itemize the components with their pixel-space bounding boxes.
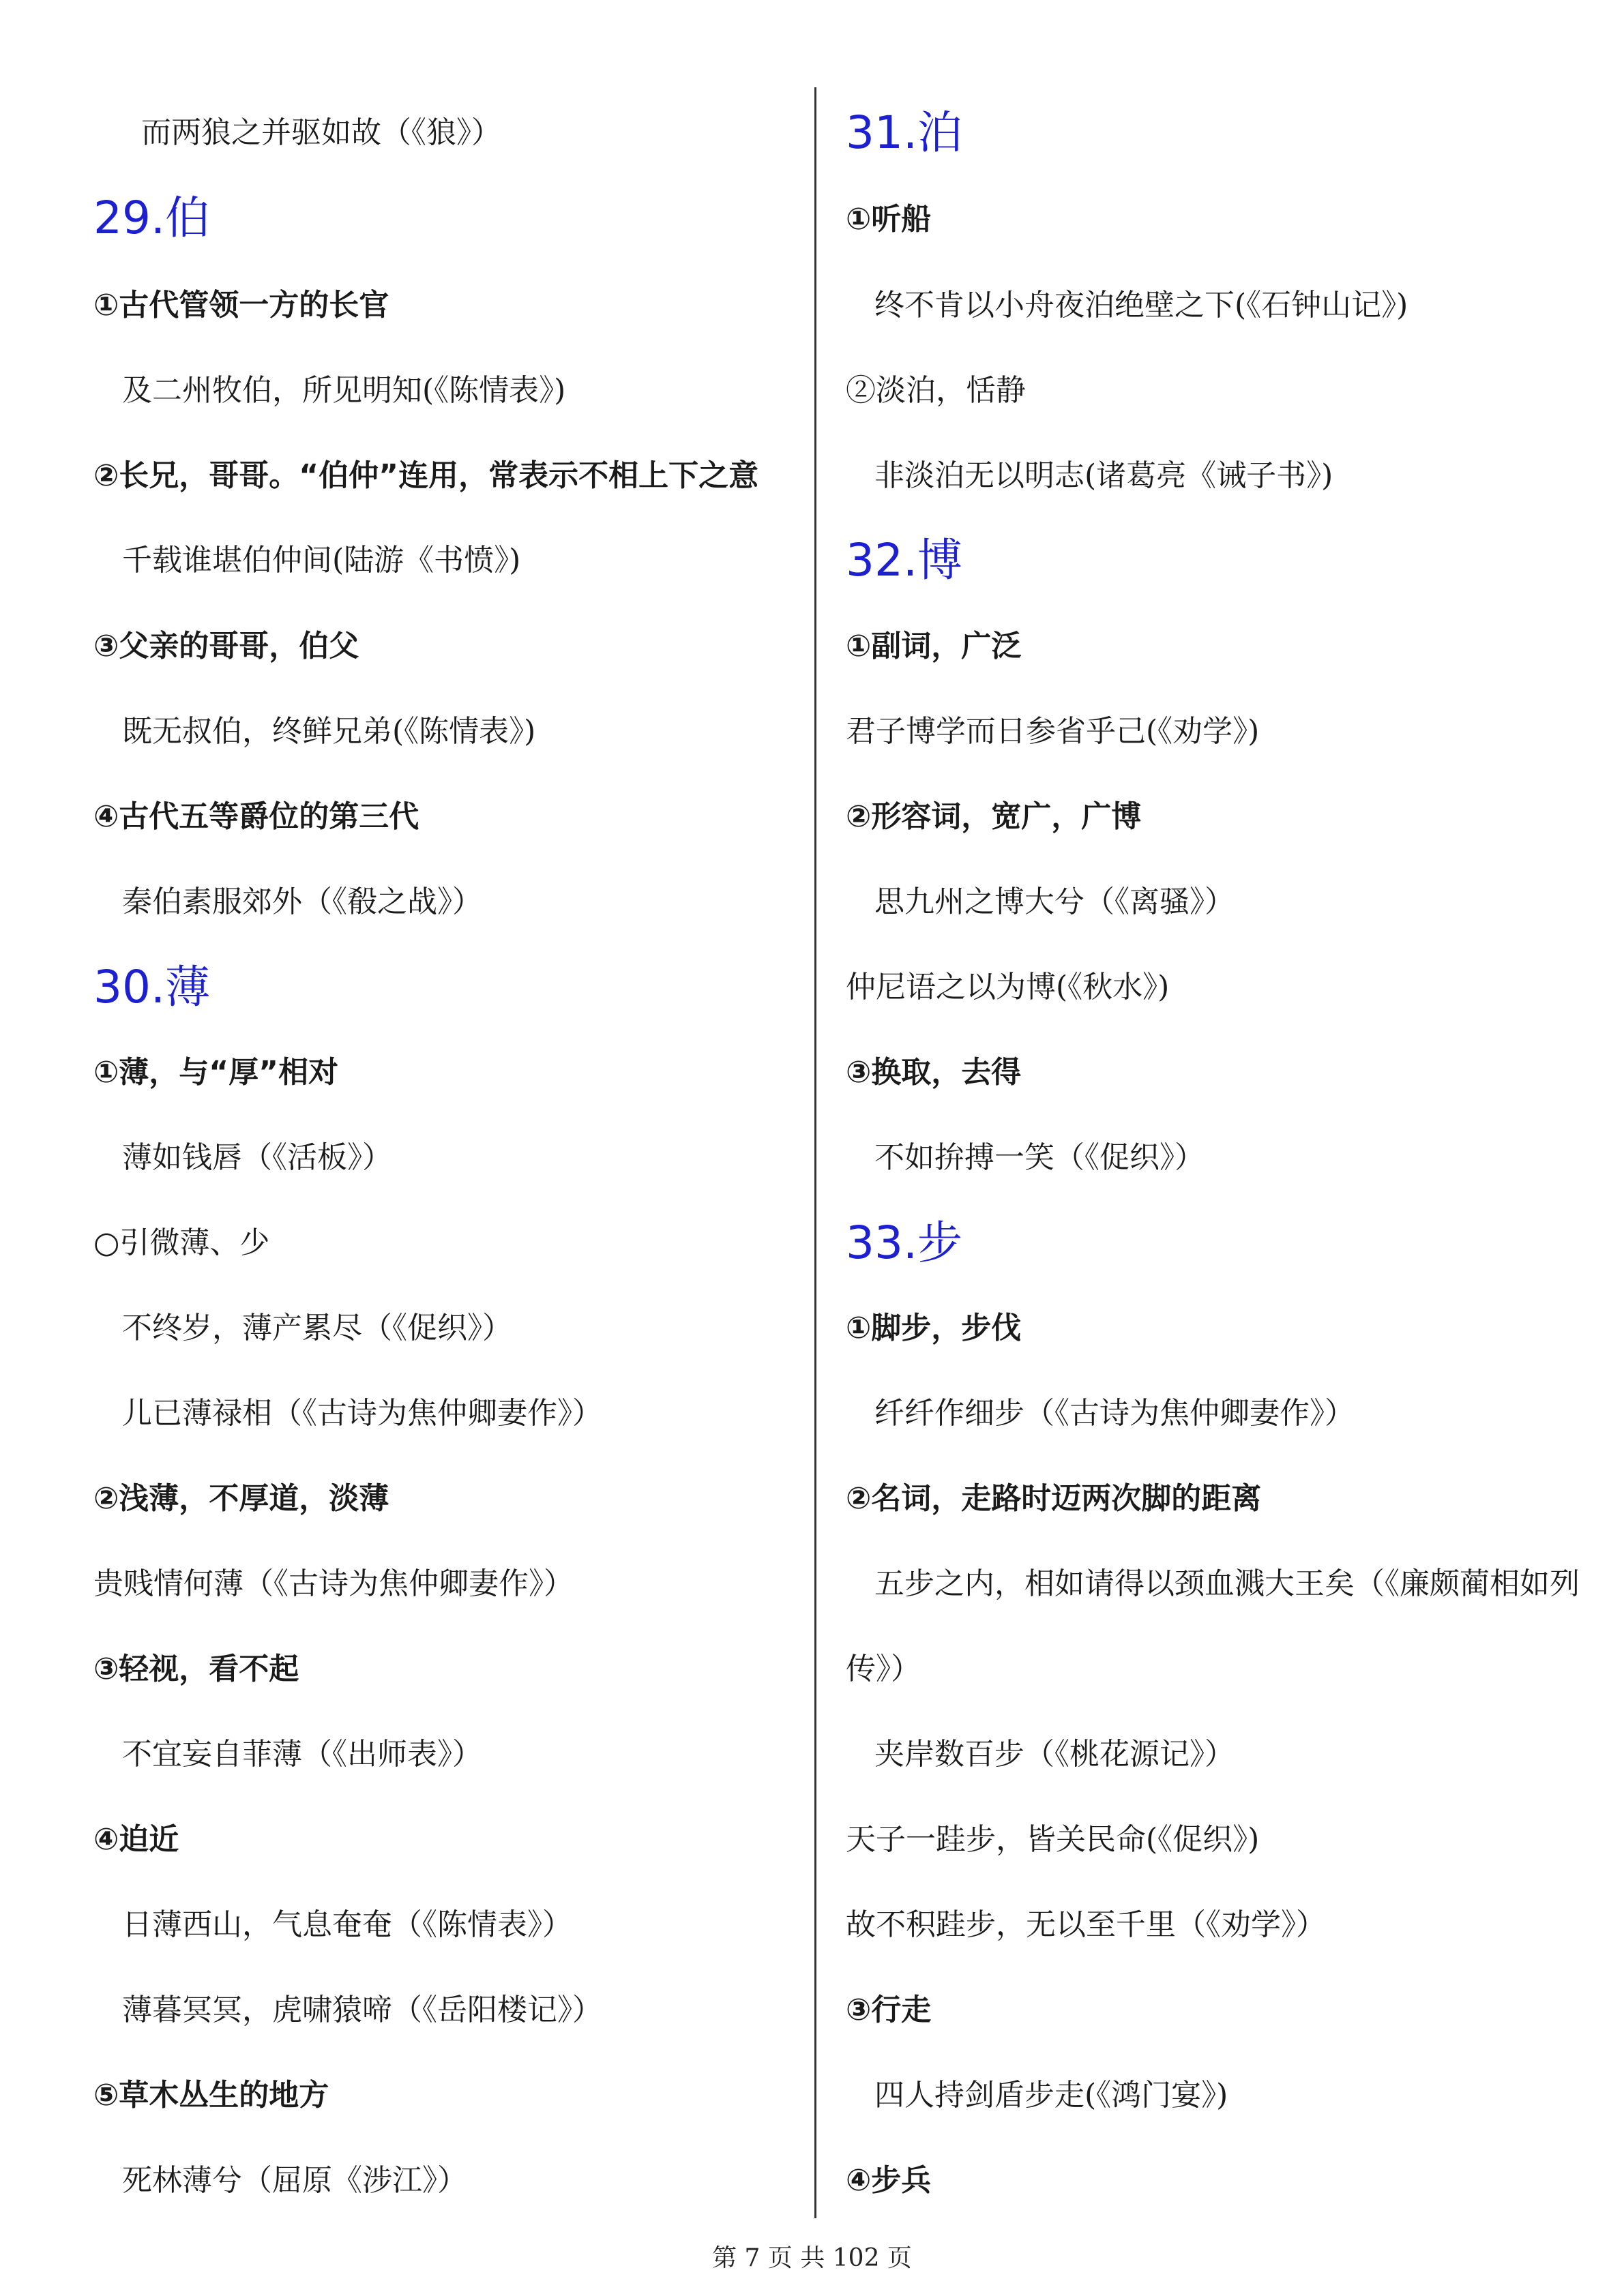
example-sentence: 思九州之博大兮（《离骚》） [874, 884, 1235, 919]
example-sentence: 夹岸数百步（《桃花源记》） [874, 1737, 1235, 1772]
example-sentence: 不宜妄自菲薄（《出师表》） [122, 1737, 482, 1772]
text-line: ○引微薄、少 [93, 1225, 270, 1260]
entry-heading: 30.薄 [93, 961, 210, 1013]
example-sentence: 千载谁堪伯仲间(陆游《书愤》) [122, 543, 521, 578]
example-sentence: 纤纤作细步（《古诗为焦仲卿妻作》） [874, 1396, 1355, 1431]
sense-label: ②长兄，哥哥。“伯仲”连用，常表示不相上下之意 [93, 458, 759, 493]
example-sentence: 而两狼之并驱如故（《狼》） [141, 115, 501, 150]
sense-label: ④迫近 [93, 1822, 179, 1857]
sense-label: ③轻视，看不起 [93, 1652, 299, 1686]
example-sentence: 既无叔伯，终鲜兄弟(《陈情表》) [122, 714, 536, 749]
example-sentence: 五步之内，相如请得以颈血溅大王矣（《廉颇蔺相如列 [874, 1566, 1580, 1601]
example-sentence: 秦伯素服郊外（《殽之战》） [122, 884, 482, 919]
sense-label: ④古代五等爵位的第三代 [93, 799, 419, 834]
sense-label: ①副词，广泛 [846, 629, 1022, 664]
sense-label: ①古代管领一方的长官 [93, 288, 389, 323]
sense-label: ③父亲的哥哥，伯父 [93, 629, 359, 664]
example-sentence: 终不肯以小舟夜泊绝壁之下(《石钟山记》) [874, 288, 1408, 323]
text-line: 贵贱情何薄（《古诗为焦仲卿妻作》） [93, 1566, 574, 1601]
text-line: 传》） [846, 1652, 921, 1686]
text-line: 天子一跬步，皆关民命(《促织》) [846, 1822, 1260, 1857]
sense-label: ②浅薄，不厚道，淡薄 [93, 1481, 389, 1516]
example-sentence: 及二州牧伯，所见明知(《陈情表》) [122, 373, 566, 408]
example-sentence: 不如拚搏一笑（《促织》） [874, 1140, 1205, 1175]
text-line: ②淡泊，恬静 [846, 373, 1026, 408]
entry-heading: 32.博 [846, 534, 962, 586]
example-sentence: 不终岁，薄产累尽（《促织》） [122, 1311, 512, 1345]
sense-label: ⑤草木丛生的地方 [93, 2078, 329, 2113]
sense-label: ③换取，去得 [846, 1055, 1022, 1090]
example-sentence: 儿已薄禄相（《古诗为焦仲卿妻作》） [122, 1396, 602, 1431]
sense-label: ①听船 [846, 202, 932, 237]
example-sentence: 日薄西山，气息奄奄（《陈情表》） [122, 1907, 572, 1942]
sense-label: ④步兵 [846, 2163, 932, 2198]
page-footer: 第 7 页 共 102 页 [712, 2244, 912, 2272]
text-line: 仲尼语之以为博(《秋水》) [846, 970, 1170, 1004]
sense-label: ①脚步，步伐 [846, 1311, 1022, 1345]
example-sentence: 薄如钱唇（《活板》） [122, 1140, 392, 1175]
sense-label: ③行走 [846, 1993, 932, 2027]
column-divider [814, 87, 816, 2218]
entry-heading: 31.泊 [846, 106, 962, 159]
sense-label: ②名词，走路时迈两次脚的距离 [846, 1481, 1262, 1516]
sense-label: ①薄，与“厚”相对 [93, 1055, 339, 1090]
example-sentence: 死林薄兮（屈原《涉江》） [122, 2163, 467, 2198]
example-sentence: 四人持剑盾步走(《鸿门宴》) [874, 2078, 1228, 2113]
example-sentence: 非淡泊无以明志(诸葛亮《诫子书》) [874, 458, 1333, 493]
entry-heading: 29.伯 [93, 192, 210, 244]
text-line: 故不积跬步，无以至千里（《劝学》） [846, 1907, 1326, 1942]
entry-heading: 33.步 [846, 1217, 962, 1269]
example-sentence: 薄暮冥冥，虎啸猿啼（《岳阳楼记》） [122, 1993, 602, 2027]
text-line: 君子博学而日参省乎己(《劝学》) [846, 714, 1260, 749]
sense-label: ②形容词，宽广，广博 [846, 799, 1142, 834]
